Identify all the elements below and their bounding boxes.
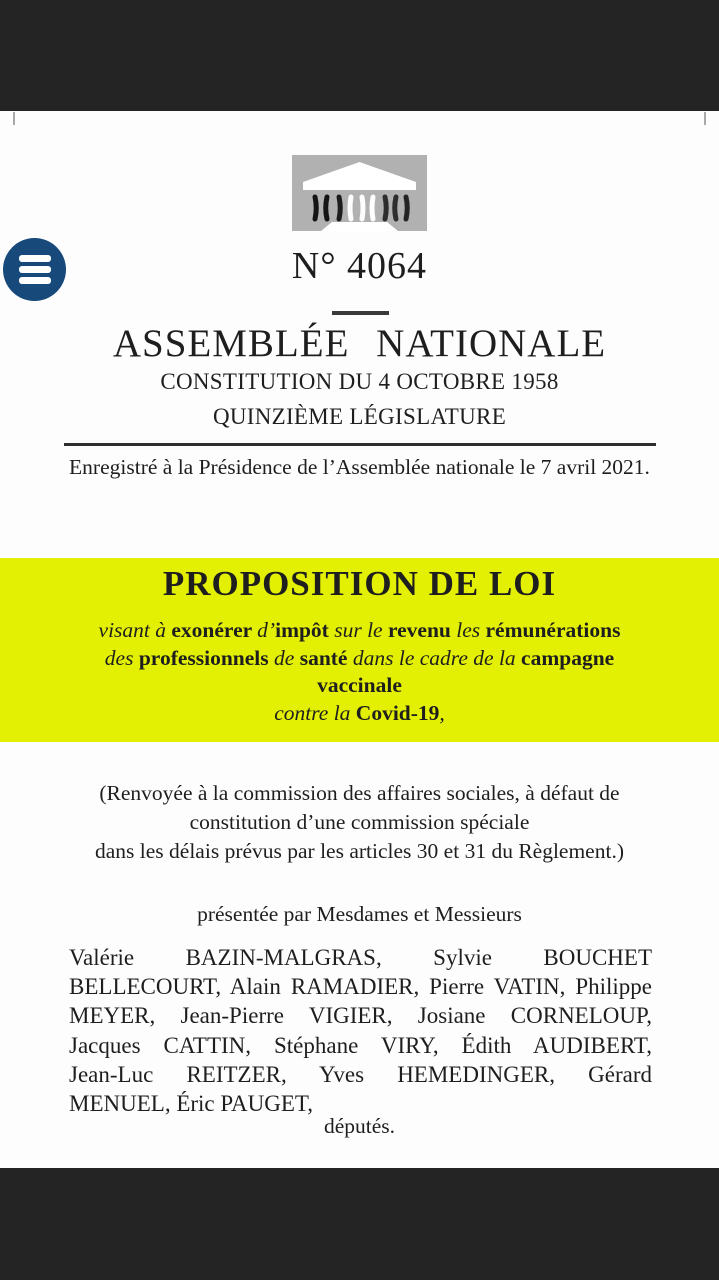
letterbox-bottom [0,1168,719,1280]
law-title: PROPOSITION DE LOI [162,564,557,603]
deputies-line: députés. [323,1114,396,1138]
subtitle-line: contre la Covid-19, [274,700,445,725]
constitution-line: CONSTITUTION DU 4 OCTOBRE 1958 [160,369,559,394]
subtitle-line: visant à exonérer d’impôt sur le revenu les rémunérations [98,618,621,642]
authors-line: MENUEL, Éric PAUGET, [69,1091,314,1117]
authors-line: Valérie BAZIN-MALGRAS, Sylvie BOUCHET [69,945,652,970]
referral-line: (Renvoyée à la commission des affaires sociales, à défaut de [99,781,620,805]
authors-line: Jacques CATTIN, Stéphane VIRY, Édith AUDIBERT, [69,1032,652,1058]
subtitle-line: vaccinale [317,673,402,697]
crop-mark-right [704,112,706,125]
presented-by-line: présentée par Mesdames et Messieurs [197,902,522,926]
menu-button[interactable] [3,238,66,301]
crop-mark-left [13,112,15,125]
registration-line: Enregistré à la Présidence de l’Assemblée nationale le 7 avril 2021. [69,455,650,479]
authors-line: Jean-Luc REITZER, Yves HEMEDINGER, Gérard [69,1061,652,1087]
referral-line: dans les délais prévus par les articles 30 et 31 du Règlement.) [95,839,624,863]
hamburger-icon [19,255,51,284]
subtitle-line: des professionnels de santé dans le cadre de la campagne [104,645,615,670]
institution-title: ASSEMBLÉE NATIONALE [112,322,607,365]
document-number: N° 4064 [291,245,428,287]
authors-list [69,943,652,1118]
referral-line: constitution d’une commission spéciale [189,810,530,834]
assemblee-nationale-logo [292,155,427,231]
separator-dash [332,311,389,315]
title-highlight [0,558,719,742]
law-subtitle [0,617,719,727]
committee-referral [0,779,719,866]
authors-line: BELLECOURT, Alain RAMADIER, Pierre VATIN, Philippe [69,974,652,1000]
legislature-line: QUINZIÈME LÉGISLATURE [212,404,507,429]
authors-line: MEYER, Jean-Pierre VIGIER, Josiane CORNELOUP, [69,1003,652,1029]
horizontal-rule [64,443,656,446]
letterbox-top [0,0,719,111]
